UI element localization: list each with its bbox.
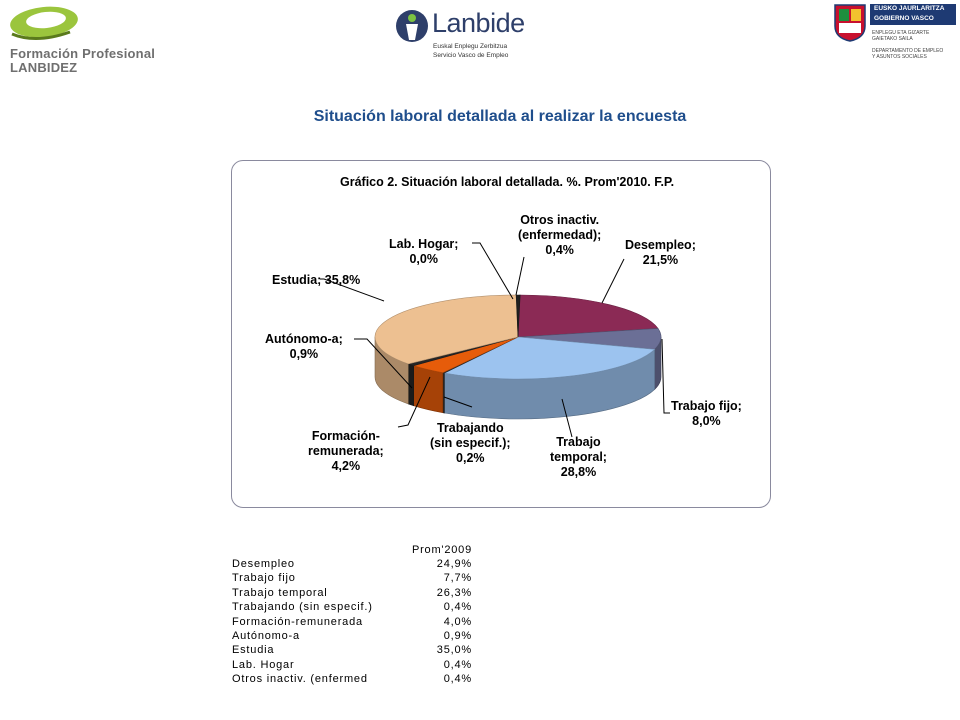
table-row [232,643,472,657]
leader-trabajo-fijo [662,339,670,413]
label-trabajo-temporal [550,435,607,480]
row-name: Autónomo-a [232,630,300,643]
fp-logo-line1: Formación Profesional [10,46,156,61]
leader-hogar [472,243,513,299]
label-trabajo-fijo-value: 8,0% [692,414,721,428]
row-value: 0,4% [443,658,472,671]
leader-desempleo [602,259,624,303]
row-name: Lab. Hogar [232,658,295,671]
fp-logo-line2: LANBIDEZ [10,60,78,75]
row-value: 0,4% [443,601,472,614]
label-trabajo-temporal-l1: Trabajo [556,435,601,449]
page-title: Situación laboral detallada al realizar la encuesta [313,108,687,125]
table-row [232,658,472,672]
label-sin-especif-l1: Trabajando [436,421,504,435]
label-otros [518,213,601,258]
label-trabajo-fijo-name: Trabajo fijo; [671,399,742,413]
label-formacion [308,429,384,474]
gobierno-vasco-logo [832,2,958,68]
row-value: 24,9% [436,558,472,570]
row-value: 0,4% [443,673,472,686]
formacion-profesional-logo [6,4,176,75]
row-name: Trabajo fijo [232,572,296,585]
row-name: Otros inactiv. (enfermed [232,673,368,686]
label-desempleo-name: Desempleo; [625,238,696,252]
lanbide-emblem-icon [396,8,430,46]
row-value: 7,7% [443,572,472,585]
row-name: Trabajando (sin especif.) [232,601,373,614]
label-sin-especif-value: 0,2% [456,451,485,465]
label-desempleo [625,238,696,268]
pie-side-formaci-n-remunerada [414,366,443,413]
label-autonomo-value: 0,9% [289,347,319,361]
label-estudia [272,273,360,288]
gv-dept-1: ENPLEGU ETA GIZARTE [872,30,930,36]
pie-chart-frame [231,160,771,508]
table-row [232,586,472,600]
lanbide-name: Lanbide [432,8,525,38]
label-otros-l2: (enfermedad); [518,228,602,242]
label-formacion-l2: remunerada; [308,444,384,458]
table-header-row [232,543,472,557]
table-row [232,629,472,643]
table-row [232,615,472,629]
label-autonomo [265,332,343,362]
table-row [232,672,472,686]
label-trabajo-temporal-value: 28,8% [560,465,597,479]
row-name: Estudia [232,644,275,657]
gv-line2: GOBIERNO VASCO [874,15,934,22]
table-row [232,557,472,571]
table-header: Prom'2009 [411,544,472,556]
label-sin-especif [430,421,511,466]
label-otros-l1: Otros inactiv. [520,213,600,227]
label-desempleo-value: 21,5% [642,253,679,267]
label-formacion-l1: Formación- [311,429,380,443]
label-trabajo-fijo [671,399,742,429]
label-hogar-name: Lab. Hogar; [389,237,459,251]
leader-otros [516,257,524,295]
row-value: 0,9% [443,630,472,643]
gv-dept-4: Y ASUNTOS SOCIALES [872,54,927,60]
chart-title: Gráfico 2. Situación laboral detallada. %. Prom'2010. F.P. [340,175,675,189]
lanbide-subtitle-1: Euskal Enplegu Zerbitzua [433,43,508,50]
table-row [232,600,472,614]
lanbide-logo [396,6,536,64]
table-row [232,571,472,585]
gv-line1: EUSKO JAURLARITZA [874,5,945,12]
label-hogar-value: 0,0% [409,252,438,266]
label-trabajo-temporal-l2: temporal; [550,450,607,464]
row-name: Desempleo [232,558,295,570]
coat-of-arms-icon [832,2,868,42]
row-value: 35,0% [436,644,472,657]
label-formacion-value: 4,2% [331,459,361,473]
label-hogar [389,237,458,267]
label-otros-value: 0,4% [545,243,574,257]
gv-dept-3: DEPARTAMENTO DE EMPLEO [872,48,944,54]
label-estudia-text: Estudia; 35,8% [272,273,361,287]
row-value: 4,0% [443,615,472,628]
row-name: Formación-remunerada [232,615,363,628]
label-sin-especif-l2: (sin especif.); [430,436,511,450]
row-name: Trabajo temporal [232,586,328,599]
gv-dept-2: GAIETAKO SAILA [872,36,913,42]
lanbide-subtitle-2: Servicio Vasco de Empleo [433,52,509,59]
label-autonomo-name: Autónomo-a; [265,332,343,346]
reference-table-2009 [232,543,472,687]
leaf-icon [6,4,86,48]
row-value: 26,3% [436,586,472,599]
